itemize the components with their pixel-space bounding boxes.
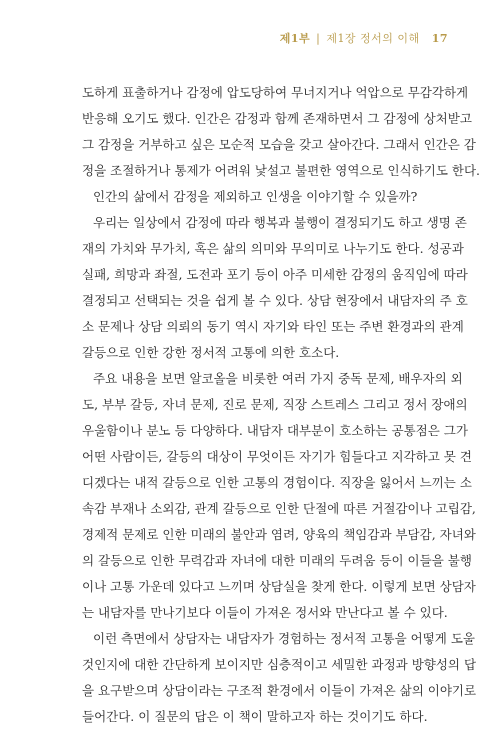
text-line: 주요 내용을 보면 알코올을 비롯한 여러 가지 중독 문제, 배우자의 외	[93, 371, 463, 386]
text-line: 실패, 희망과 좌절, 도전과 포기 등이 아주 미세한 감정의 움직임에 따라	[82, 267, 468, 282]
text-line: 디겠다는 내적 갈등으로 인한 고통의 경험이다. 직장을 잃어서 느끼는 소	[82, 475, 472, 490]
running-header	[280, 30, 448, 46]
body-text	[82, 80, 481, 730]
text-line: 도, 부부 갈등, 자녀 문제, 진로 문제, 직장 스트레스 그리고 정서 장애의	[82, 397, 468, 412]
text-line: 반응해 오기도 했다. 인간은 감정과 함께 존재하면서 그 감정에 상처받고	[82, 111, 472, 126]
text-line: 이런 측면에서 상담자는 내담자가 경험하는 정서적 고통을 어떻게 도울	[93, 631, 475, 646]
text-line: 결정되고 선택되는 것을 쉽게 볼 수 있다. 상담 현장에서 내담자의 주 호	[82, 293, 468, 308]
text-line: 소 문제나 상담 의뢰의 동기 역시 자기와 타인 또는 주변 환경과의 관계	[82, 319, 464, 334]
text-line: 우리는 일상에서 감정에 따라 행복과 불행이 결정되기도 하고 생명 존	[93, 215, 467, 230]
text-line: 속감 부재나 소외감, 관계 갈등으로 인한 단절에 따른 거절감이나 고립감,	[82, 501, 476, 516]
text-line: 우울함이나 분노 등 다양하다. 내담자 대부분이 호소하는 공통점은 그가	[82, 423, 468, 438]
text-line: 것인지에 대한 간단하게 보이지만 심층적이고 세밀한 과정과 방향성의 답	[82, 657, 477, 672]
text-line: 의 갈등으로 인한 무력감과 자녀에 대한 미래의 두려움 등이 이들을 불행	[82, 553, 472, 568]
page-number: 17	[431, 31, 448, 45]
text-line: 는 내담자를 만나기보다 이들이 가져온 정서와 만난다고 볼 수 있다.	[82, 605, 448, 620]
text-line: 갈등으로 인한 강한 정서적 고통에 의한 호소다.	[82, 345, 340, 360]
text-line: 도하게 표출하거나 감정에 압도당하여 무너지거나 억압으로 무감각하게	[82, 85, 469, 100]
text-line: 이나 고통 가운데 있다고 느끼며 상담실을 찾게 한다. 이렇게 보면 상담자	[82, 579, 476, 594]
header-separator: |	[316, 31, 321, 45]
text-line: 들어간다. 이 질문의 답은 이 책이 말하고자 하는 것이기도 하다.	[82, 709, 428, 724]
text-line: 재의 가치와 무가치, 혹은 삶의 의미와 무의미로 나누기도 한다. 성공과	[82, 241, 464, 256]
chapter-title: 제1장 정서의 이해	[326, 32, 420, 45]
text-line: 인간의 삶에서 감정을 제외하고 인생을 이야기할 수 있을까?	[93, 189, 418, 204]
part-label: 제1부	[279, 32, 311, 45]
text-line: 그 감정을 거부하고 싶은 모순적 모습을 갖고 살아간다. 그래서 인간은 감	[82, 137, 476, 152]
text-line: 을 요구받으며 상담이라는 구조적 환경에서 이들이 가져온 삶의 이야기로	[82, 683, 477, 698]
text-line: 어떤 사람이든, 갈등의 대상이 무엇이든 자기가 힘들다고 지각하고 못 견	[82, 449, 472, 464]
text-line: 경제적 문제로 인한 미래의 불안과 염려, 양육의 책임감과 부담감, 자녀와	[82, 527, 476, 542]
text-line: 정을 조절하거나 통제가 어려워 낯설고 불편한 영역으로 인식하기도 한다.	[82, 163, 481, 178]
